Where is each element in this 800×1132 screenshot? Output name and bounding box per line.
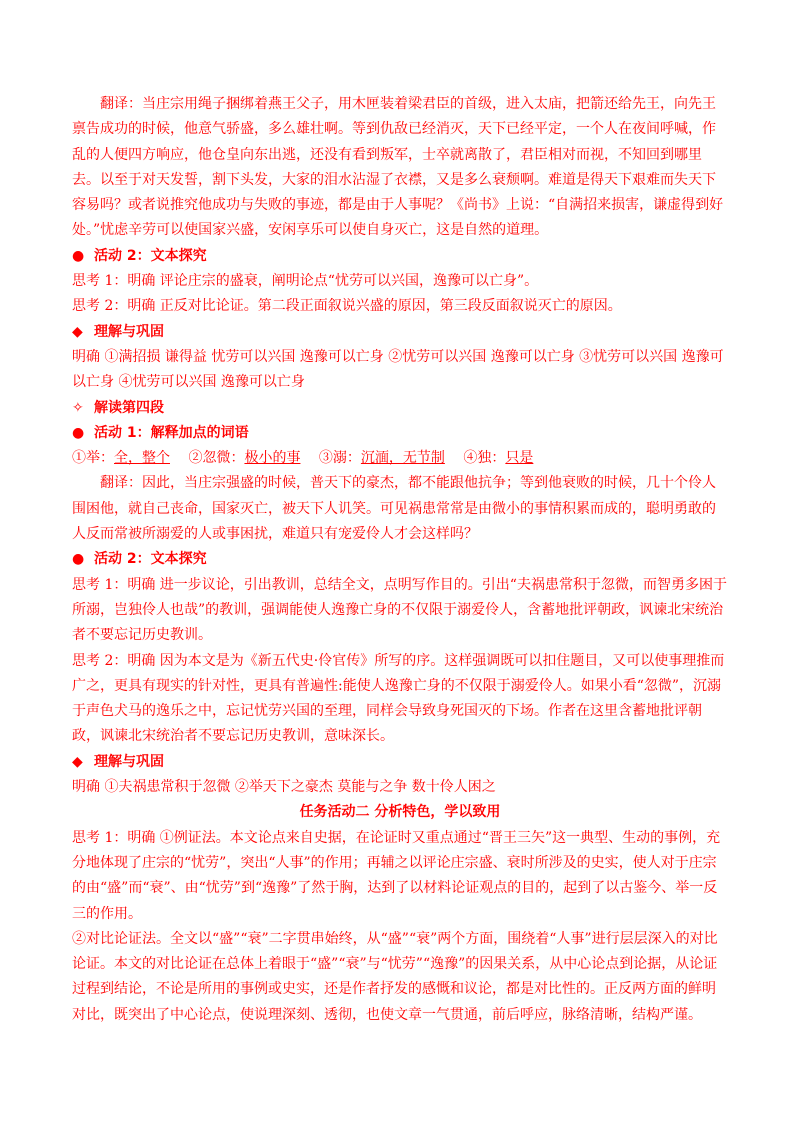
translation-paragraph: 翻译：当庄宗用绳子捆绑着燕王父子，用木匣装着梁君臣的首级，进入太庙，把箭还给先王，向先王禀告成功的时候，他意气骄盛，多么雄壮啊。等到仇敌已经消灭，天下已经平定，一个人在夜间呼喊，作乱的人便四方响应，他仓皇向东出逃，还没有看到叛军，士卒就离散了，君臣相对而视，不知回到哪里去。以至于对天发誓，割下头发，大家的泪水沾湿了衣襟，又是多么衰颓啊。难道是得天下艰难而失天下容易吗？或者说推究他成功与失败的事迹，都是由于人事呢？《尚书》上说：“自满招来损害，谦虚得到好处。”忧虑辛劳可以使国家兴盛，安闲享乐可以使自身灭亡，这是自然的道理。 — [72, 96, 724, 239]
translation-paragraph: 翻译：因此，当庄宗强盛的时候，普天下的豪杰，都不能跟他抗争；等到他衰败的时候，几十个伶人围困他，就自己丧命，国家灭亡，被天下人讥笑。可见祸患常常是由微小的事情积累而成的，聪明勇敢的人反而常被所溺爱的人或事困扰，难道只有宠爱伶人才会这样吗？ — [72, 475, 716, 543]
activity-heading: ● 活动 2：文本探究 — [72, 244, 728, 269]
bullet-circle-icon: ● — [72, 424, 85, 441]
activity-heading: ● 活动 1：解释加点的词语 — [72, 421, 728, 446]
think-2: 思考 2：明确 正反对比论证。第二段正面叙说兴盛的原因，第三段反面叙说灭亡的原因。 — [72, 298, 622, 315]
think-1: 思考 1：明确 评论庄宗的盛衰，阐明论点“忧劳可以兴国，逸豫可以亡身”。 — [72, 273, 539, 290]
consolidate-heading: ◆ 理解与巩固 — [72, 750, 728, 775]
bullet-circle-icon: ● — [72, 551, 85, 568]
answer-paragraph: 明确 ①满招损 谦得益 忧劳可以兴国 逸豫可以亡身 ②忧劳可以兴国 逸豫可以亡身 ③忧劳可以兴国 逸豫可以亡身 ④忧劳可以兴国 逸豫可以亡身 — [72, 348, 724, 391]
four-point-star-icon: ✧ — [72, 399, 84, 416]
consolidate-heading: ◆ 理解与巩固 — [72, 320, 728, 345]
task-paragraph: 思考 1：明确 ①例证法。本文论点来自史据，在论证时又重点通过“晋王三矢”这一典型、生动的事例，充分地体现了庄宗的“忧劳”，突出“人事”的作用；再辅之以评论庄宗盛、衰时所涉及的史实，使人对于庄宗的由“盛”而“衰”、由“忧劳”到“逸豫”了然于胸，达到了以材料论证观点的目的，起到了以古鉴今、举一反三的作用。 — [72, 829, 721, 922]
bullet-diamond-icon: ◆ — [72, 323, 83, 340]
task-paragraph: ②对比论证法。全文以“盛”“衰”二字贯串始终，从“盛”“衰”两个方面，围绕着“人事”进行层层深入的对比论证。本文的对比论证在总体上着眼于“盛”“衰”与“忧劳”“逸豫”的因果关系，从中心论点到论据，从论证过程到结论，不论是所用的事例或史实，还是作者抒发的感慨和议论，都是对比性的。正反两方面的鲜明对比，既突出了中心论点，使说理深刻、透彻，也使文章一气贯通，前后呼应，脉络清晰，结构严谨。 — [72, 930, 718, 1023]
think-2: 思考 2：明确 因为本文是为《新五代史·伶官传》所写的序。这样强调既可以扣住题目，又可以使事理推而广之，更具有现实的针对性，更具有普遍性:能使人逸豫亡身的不仅限于溺爱伶人。如果小看“忽微”，沉溺于声色犬马的逸乐之中，忘记忧劳兴国的至理，同样会导致身死国灭的下场。作者在这里含蓄地批评朝政，讽谏北宋统治者不要忘记历史教训，意味深长。 — [72, 652, 725, 745]
task-heading: 任务活动二 分析特色，学以致用 — [299, 804, 501, 821]
answer-paragraph: 明确 ①夫祸患常积于忽微 ②举天下之豪杰 莫能与之争 数十伶人困之 — [72, 779, 496, 796]
section-heading: ✧ 解读第四段 — [72, 396, 728, 421]
vocab-line: ①举：全，整个 ②忽微：极小的事 ③溺：沉湎，无节制 ④独：只是 — [72, 450, 534, 467]
activity-heading: ● 活动 2：文本探究 — [72, 547, 728, 572]
bullet-circle-icon: ● — [72, 247, 85, 264]
bullet-diamond-icon: ◆ — [72, 753, 83, 770]
think-1: 思考 1：明确 进一步议论，引出教训，总结全文，点明写作目的。引出“夫祸患常积于忽微，而智勇多困于所溺，岂独伶人也哉”的教训，强调能使人逸豫亡身的不仅限于溺爱伶人，含蓄地批评朝政，讽谏北宋统治者不要忘记历史教训。 — [72, 576, 727, 644]
document-page — [72, 92, 728, 1028]
